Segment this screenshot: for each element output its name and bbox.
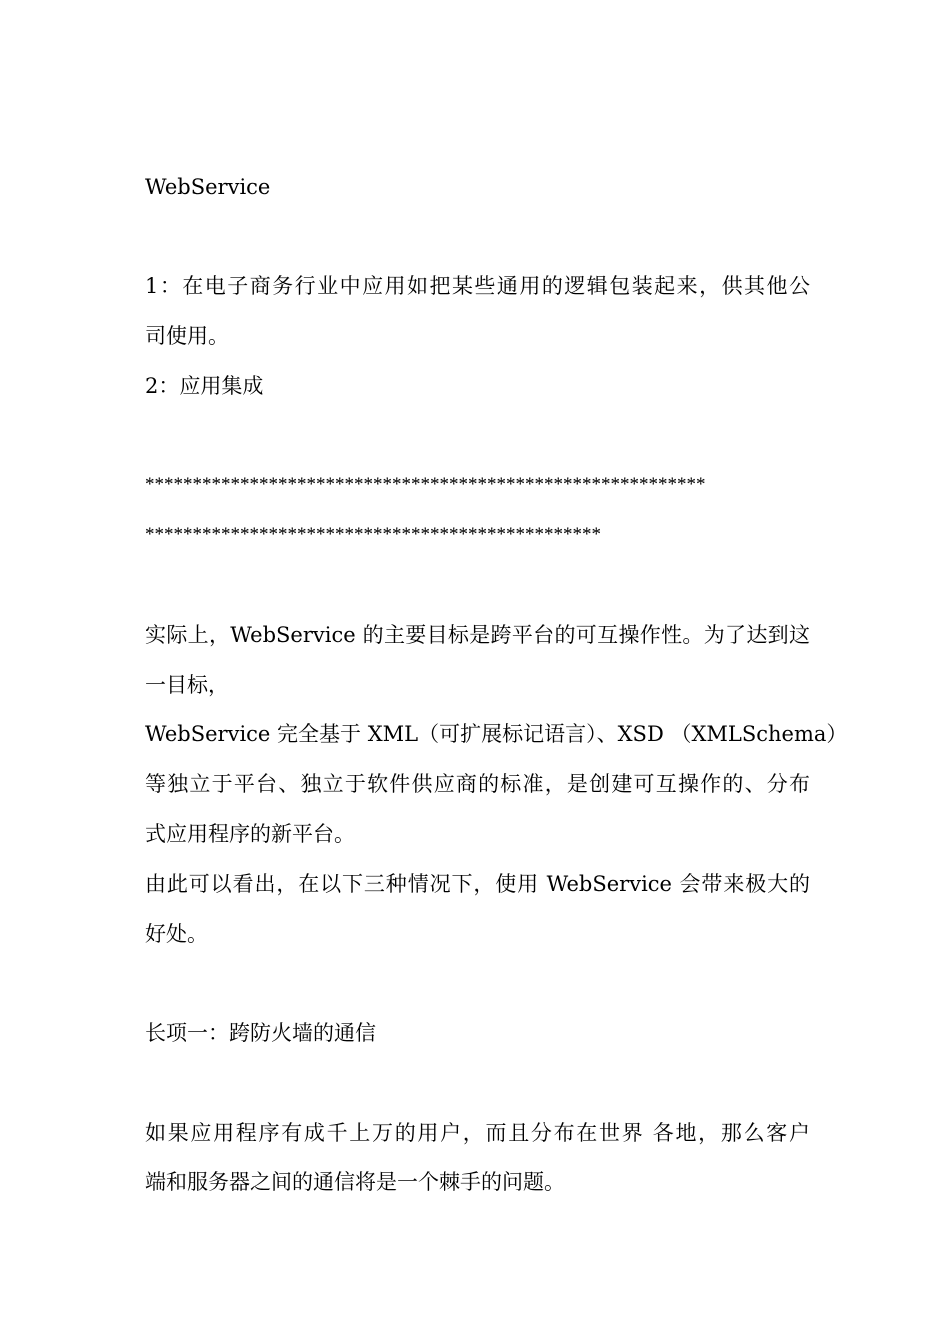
paragraph-line-2: 一目标， xyxy=(145,673,229,697)
paragraph-line-1: 实际上，WebService 的主要目标是跨平台的可互操作性。为了达到这 xyxy=(145,623,810,647)
paragraph-line-4: 等独立于平台、独立于软件供应商的标准，是创建可互操作的、分布 xyxy=(145,772,810,796)
paragraph-line-7: 好处。 xyxy=(145,922,208,946)
list-item-2: 2：应用集成 xyxy=(145,374,264,398)
document-title: WebService xyxy=(145,175,271,199)
paragraph-line-3: WebService 完全基于 XML（可扩展标记语言）、XSD （XMLSchema） xyxy=(145,722,848,746)
section-body-line-2: 端和服务器之间的通信将是一个棘手的问题。 xyxy=(145,1170,565,1194)
separator-line-2: ************************************************ xyxy=(145,524,601,545)
paragraph-line-6: 由此可以看出，在以下三种情况下，使用 WebService 会带来极大的 xyxy=(145,872,810,896)
section-heading: 长项一：跨防火墙的通信 xyxy=(145,1021,376,1045)
separator-line-1: *********************************************************** xyxy=(145,474,706,495)
list-item-1-line-2: 司使用。 xyxy=(145,324,229,348)
list-item-1-line-1: 1：在电子商务行业中应用如把某些通用的逻辑包装起来，供其他公 xyxy=(145,274,810,298)
paragraph-line-5: 式应用程序的新平台。 xyxy=(145,822,355,846)
section-body-line-1: 如果应用程序有成千上万的用户，而且分布在世界 各地，那么客户 xyxy=(145,1121,810,1145)
